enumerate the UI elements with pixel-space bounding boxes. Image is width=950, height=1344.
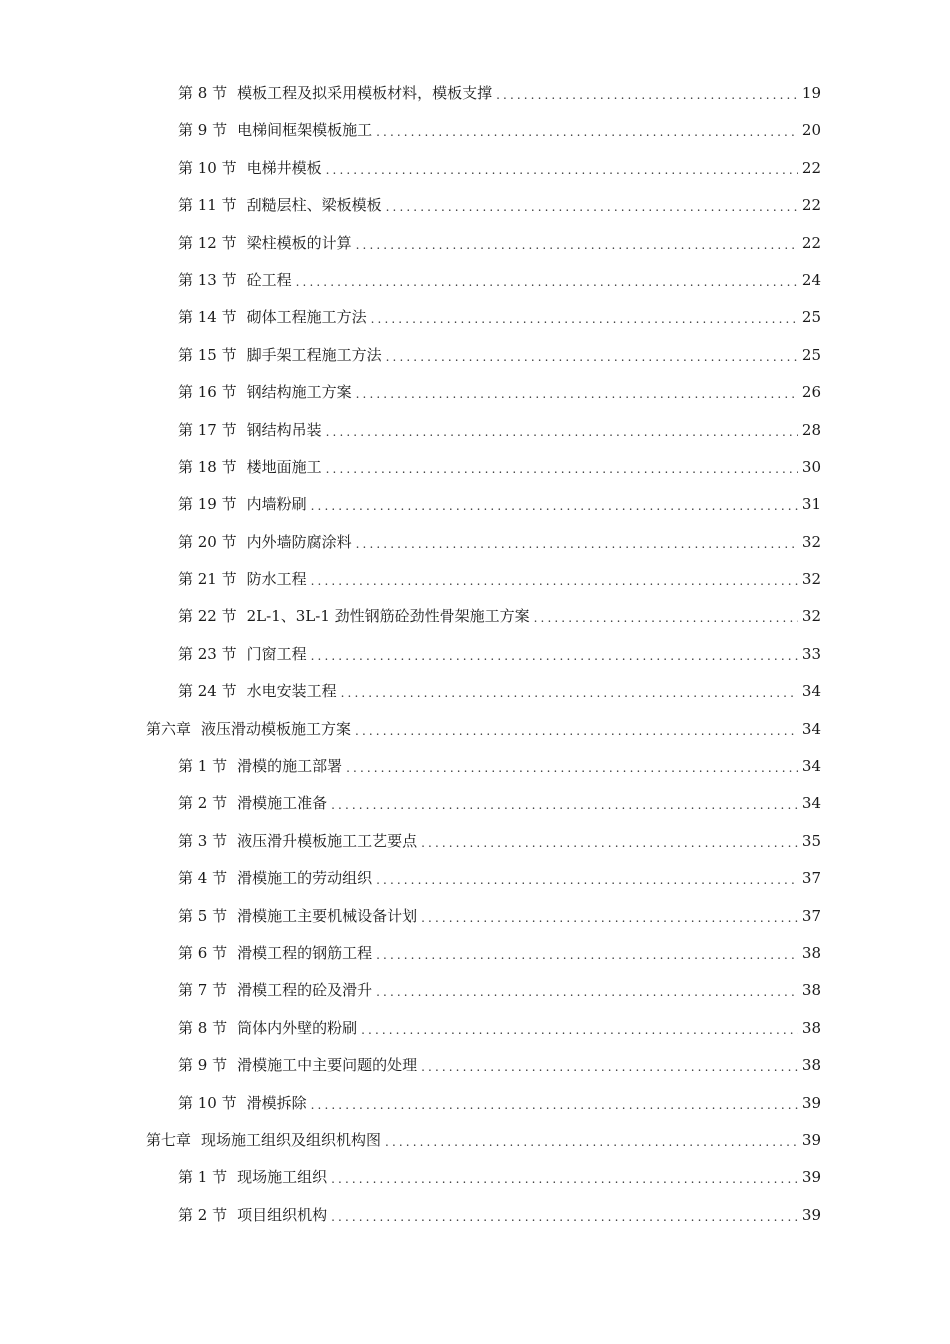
toc-dot-leader [311,488,798,525]
toc-entry-page: 25 [801,308,821,327]
toc-entry-page: 34 [801,794,821,813]
toc-dot-leader [376,862,798,899]
toc-entry-page: 28 [801,420,821,439]
toc-entry-page: 20 [801,121,821,140]
toc-entry-page: 22 [801,233,821,252]
toc-dot-leader [421,1049,798,1086]
toc-entry-title: 内墙粉刷 [246,495,307,514]
toc-section-entry[interactable] [0,225,950,262]
toc-entry-title: 刮糙层柱、梁板模板 [246,196,382,215]
toc-entry-title: 滑模工程的钢筋工程 [237,943,373,962]
toc-dot-leader [386,189,798,226]
toc-section-entry[interactable] [0,1010,950,1047]
toc-section-entry[interactable] [0,187,950,224]
table-of-contents [0,75,950,1234]
toc-section-entry[interactable] [0,898,950,935]
toc-entry-number: 第 2 节 [178,1205,228,1224]
toc-dot-leader [326,451,798,488]
toc-dot-leader [356,526,798,563]
toc-entry-title: 液压滑升模板施工工艺要点 [237,831,418,850]
toc-entry-page: 35 [801,831,821,850]
toc-section-entry[interactable] [0,972,950,1009]
toc-section-entry[interactable] [0,673,950,710]
toc-entry-number: 第六章 [146,719,192,738]
toc-entry-title: 滑模施工的劳动组织 [237,869,373,888]
toc-entry-number: 第七章 [146,1130,192,1149]
toc-dot-leader [421,900,798,937]
toc-section-entry[interactable] [0,1047,950,1084]
toc-entry-page: 34 [801,682,821,701]
toc-entry-number: 第 8 节 [178,1018,228,1037]
toc-entry-page: 37 [801,869,821,888]
toc-chapter-entry[interactable] [0,711,950,748]
toc-entry-title: 模板工程及拟采用模板材料，模板支撑 [237,84,493,102]
toc-section-entry[interactable] [0,935,950,972]
toc-entry-page: 34 [801,719,821,738]
toc-section-entry[interactable] [0,598,950,635]
toc-entry-title: 内外墙防腐涂料 [246,532,352,551]
toc-dot-leader [326,152,798,189]
toc-entry-page: 38 [801,1018,821,1037]
toc-entry-number: 第 21 节 [178,570,237,589]
toc-entry-page: 32 [801,570,821,589]
toc-entry-title: 滑模施工准备 [237,794,328,813]
toc-section-entry[interactable] [0,1159,950,1196]
toc-entry-page: 25 [801,345,821,364]
toc-section-entry[interactable] [0,785,950,822]
toc-entry-title: 滑模拆除 [246,1093,307,1112]
toc-entry-number: 第 19 节 [178,495,237,514]
toc-dot-leader [386,339,798,376]
toc-dot-leader [311,1087,798,1124]
toc-entry-title: 筒体内外壁的粉刷 [237,1018,358,1037]
toc-entry-number: 第 1 节 [178,1168,228,1187]
toc-section-entry[interactable] [0,150,950,187]
toc-dot-leader [385,1124,798,1161]
toc-entry-page: 39 [801,1205,821,1224]
toc-entry-title: 现场施工组织及组织机构图 [201,1130,382,1149]
toc-entry-page: 38 [801,981,821,1000]
toc-entry-number: 第 10 节 [178,158,237,177]
toc-entry-number: 第 1 节 [178,757,228,776]
toc-entry-title: 滑模的施工部署 [237,757,343,776]
toc-dot-leader [311,638,798,675]
toc-dot-leader [376,974,798,1011]
toc-entry-title: 砌体工程施工方法 [246,308,367,327]
toc-entry-page: 31 [801,495,821,514]
toc-entry-page: 39 [801,1093,821,1112]
toc-section-entry[interactable] [0,337,950,374]
toc-entry-title: 液压滑动模板施工方案 [201,719,352,738]
toc-dot-leader [376,114,798,151]
toc-section-entry[interactable] [0,748,950,785]
toc-entry-number: 第 11 节 [178,196,237,215]
toc-entry-number: 第 24 节 [178,682,237,701]
toc-entry-page: 19 [801,84,821,102]
toc-dot-leader [296,264,798,301]
toc-dot-leader [496,77,798,114]
toc-entry-page: 22 [801,196,821,215]
toc-entry-title: 项目组织机构 [237,1205,328,1224]
toc-entry-number: 第 3 节 [178,831,228,850]
toc-entry-page: 32 [801,532,821,551]
toc-dot-leader [331,787,798,824]
toc-entry-number: 第 9 节 [178,121,228,140]
toc-section-entry[interactable] [0,561,950,598]
toc-section-entry[interactable] [0,75,950,112]
toc-dot-leader [346,750,798,787]
toc-entry-title: 滑模工程的砼及滑升 [237,981,373,1000]
toc-dot-leader [356,227,798,264]
toc-entry-page: 39 [801,1168,821,1187]
toc-section-entry[interactable] [0,860,950,897]
toc-entry-title: 脚手架工程施工方法 [246,345,382,364]
toc-entry-title: 门窗工程 [246,644,307,663]
toc-dot-leader [331,1161,798,1198]
toc-section-entry[interactable] [0,1085,950,1122]
toc-entry-number: 第 4 节 [178,869,228,888]
toc-entry-page: 33 [801,644,821,663]
toc-entry-title: 电梯井模板 [246,158,322,177]
toc-dot-leader [376,937,798,974]
toc-entry-number: 第 22 节 [178,607,237,626]
toc-entry-page: 39 [801,1130,821,1149]
toc-entry-title: 楼地面施工 [246,457,322,476]
toc-dot-leader [534,600,798,637]
toc-entry-page: 34 [801,757,821,776]
toc-section-entry[interactable] [0,636,950,673]
toc-entry-number: 第 23 节 [178,644,237,663]
toc-entry-number: 第 12 节 [178,233,237,252]
toc-entry-title: 砼工程 [246,270,292,289]
toc-dot-leader [421,825,798,862]
toc-entry-number: 第 15 节 [178,345,237,364]
toc-section-entry[interactable] [0,823,950,860]
toc-entry-page: 38 [801,943,821,962]
toc-entry-number: 第 16 节 [178,383,237,402]
toc-dot-leader [326,414,798,451]
toc-dot-leader [311,563,798,600]
toc-entry-title: 防水工程 [246,570,307,589]
toc-section-entry[interactable] [0,412,950,449]
toc-entry-number: 第 20 节 [178,532,237,551]
toc-entry-page: 38 [801,1056,821,1075]
toc-entry-page: 26 [801,383,821,402]
toc-dot-leader [331,1199,798,1236]
toc-entry-title: 梁柱模板的计算 [246,233,352,252]
toc-entry-title: 现场施工组织 [237,1168,328,1187]
toc-section-entry[interactable] [0,374,950,411]
toc-entry-number: 第 18 节 [178,457,237,476]
toc-section-entry[interactable] [0,1197,950,1234]
toc-section-entry[interactable] [0,299,950,336]
toc-section-entry[interactable] [0,112,950,149]
toc-entry-page: 30 [801,457,821,476]
toc-dot-leader [356,376,798,413]
toc-dot-leader [341,675,798,712]
toc-entry-number: 第 10 节 [178,1093,237,1112]
toc-dot-leader [361,1012,798,1049]
toc-entry-page: 22 [801,158,821,177]
toc-entry-title: 2L-1、3L-1 劲性钢筋砼劲性骨架施工方案 [246,607,530,626]
toc-dot-leader [371,301,798,338]
toc-entry-title: 钢结构吊装 [246,420,322,439]
toc-entry-page: 32 [801,607,821,626]
toc-entry-title: 滑模施工中主要问题的处理 [237,1056,418,1075]
toc-entry-number: 第 7 节 [178,981,228,1000]
toc-entry-number: 第 2 节 [178,794,228,813]
toc-section-entry[interactable] [0,524,950,561]
toc-entry-number: 第 6 节 [178,943,228,962]
toc-entry-number: 第 8 节 [178,84,228,102]
toc-dot-leader [355,713,798,750]
toc-entry-number: 第 13 节 [178,270,237,289]
toc-entry-number: 第 5 节 [178,906,228,925]
toc-entry-title: 滑模施工主要机械设备计划 [237,906,418,925]
toc-section-entry[interactable] [0,262,950,299]
toc-entry-number: 第 9 节 [178,1056,228,1075]
toc-section-entry[interactable] [0,486,950,523]
toc-entry-title: 水电安装工程 [246,682,337,701]
toc-entry-title: 钢结构施工方案 [246,383,352,402]
toc-section-entry[interactable] [0,449,950,486]
toc-chapter-entry[interactable] [0,1122,950,1159]
toc-entry-title: 电梯间框架模板施工 [237,121,373,140]
toc-entry-page: 24 [801,270,821,289]
toc-entry-page: 37 [801,906,821,925]
toc-entry-number: 第 14 节 [178,308,237,327]
toc-entry-number: 第 17 节 [178,420,237,439]
